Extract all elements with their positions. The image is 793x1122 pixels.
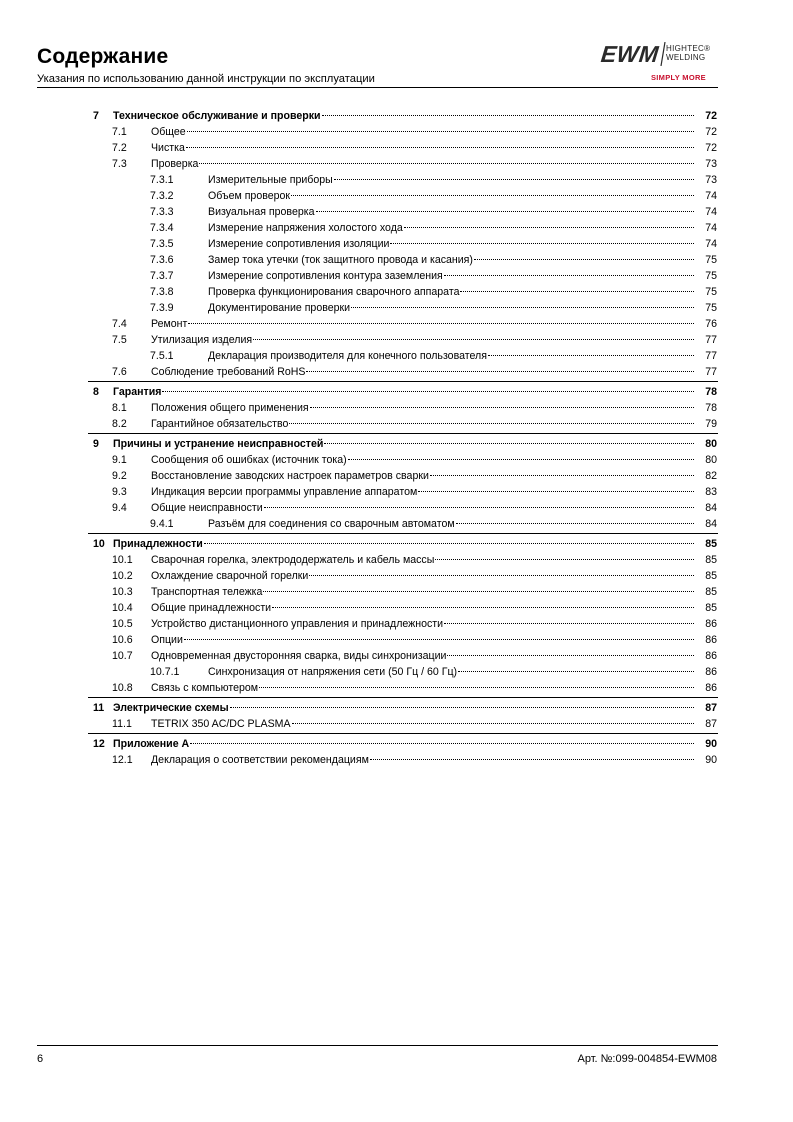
toc-page: 75 bbox=[705, 254, 717, 266]
toc-title-line bbox=[151, 648, 717, 664]
toc-title-line bbox=[151, 332, 717, 348]
toc-page: 77 bbox=[705, 366, 717, 378]
toc-title-line bbox=[208, 220, 717, 236]
toc-title: Сообщения об ошибках (источник тока) bbox=[151, 454, 347, 466]
toc-title: Опции bbox=[151, 634, 183, 646]
toc-title: Приложение A bbox=[113, 738, 190, 750]
toc-title-line bbox=[151, 584, 717, 600]
toc-leader-dots bbox=[435, 559, 694, 560]
toc-title-line bbox=[151, 752, 717, 768]
toc-page: 75 bbox=[705, 302, 717, 314]
toc-entry[interactable] bbox=[0, 632, 793, 648]
toc-leader-dots bbox=[291, 195, 694, 196]
toc-title-line bbox=[151, 632, 717, 648]
toc-leader-dots bbox=[162, 391, 694, 392]
toc-number: 7.2 bbox=[112, 142, 127, 154]
toc-number: 7.5.1 bbox=[150, 350, 174, 362]
toc-page: 84 bbox=[705, 502, 717, 514]
toc-entry[interactable] bbox=[0, 500, 793, 516]
toc-page: 75 bbox=[705, 270, 717, 282]
toc-number: 7.3.1 bbox=[150, 174, 174, 186]
chapter-divider bbox=[88, 733, 718, 734]
toc-entry[interactable] bbox=[0, 600, 793, 616]
toc-number: 9.4.1 bbox=[150, 518, 174, 530]
toc-title-line bbox=[113, 384, 717, 400]
toc-title: Устройство дистанционного управления и принадлежности bbox=[151, 618, 444, 630]
toc-title: Электрические схемы bbox=[113, 702, 229, 714]
toc-title: Документирование проверки bbox=[208, 302, 351, 314]
toc-number: 9.2 bbox=[112, 470, 127, 482]
toc-title: Одновременная двусторонняя сварка, виды синхронизации bbox=[151, 650, 447, 662]
toc-title-line bbox=[208, 172, 717, 188]
toc-leader-dots bbox=[190, 743, 694, 744]
toc-title: Визуальная проверка bbox=[208, 206, 315, 218]
toc-number: 7.1 bbox=[112, 126, 127, 138]
toc-title: Транспортная тележка bbox=[151, 586, 263, 598]
toc-chapter[interactable] bbox=[0, 736, 793, 752]
toc-chapter[interactable] bbox=[0, 108, 793, 124]
toc-page: 85 bbox=[705, 554, 717, 566]
toc-leader-dots bbox=[272, 607, 694, 608]
toc-title-line bbox=[208, 284, 717, 300]
toc-title-line bbox=[113, 700, 717, 716]
toc-entry[interactable] bbox=[0, 400, 793, 416]
toc-title: Положения общего применения bbox=[151, 402, 309, 414]
toc-leader-dots bbox=[474, 259, 694, 260]
toc-number: 12.1 bbox=[112, 754, 133, 766]
toc-page: 83 bbox=[705, 486, 717, 498]
toc-number: 7.3.2 bbox=[150, 190, 174, 202]
toc-number: 7.3.9 bbox=[150, 302, 174, 314]
toc-title-line bbox=[151, 452, 717, 468]
toc-title: Общее bbox=[151, 126, 186, 138]
toc-page: 74 bbox=[705, 238, 717, 250]
toc-entry[interactable] bbox=[0, 252, 793, 268]
toc-leader-dots bbox=[259, 687, 694, 688]
toc-entry[interactable] bbox=[0, 616, 793, 632]
toc-entry[interactable] bbox=[0, 664, 793, 680]
logo-line1: HIGHTEC® bbox=[666, 44, 711, 53]
toc-page: 84 bbox=[705, 518, 717, 530]
toc-leader-dots bbox=[460, 291, 694, 292]
toc-page: 87 bbox=[705, 718, 717, 730]
toc-title: Охлаждение сварочной горелки bbox=[151, 570, 309, 582]
toc-title-line bbox=[151, 400, 717, 416]
page-subtitle: Указания по использованию данной инструкции по эксплуатации bbox=[37, 73, 375, 85]
toc-title-line bbox=[151, 568, 717, 584]
toc-title-line bbox=[151, 680, 717, 696]
toc-title: Техническое обслуживание и проверки bbox=[113, 110, 321, 122]
toc-title-line bbox=[151, 316, 717, 332]
toc-page: 90 bbox=[705, 754, 717, 766]
toc-entry[interactable] bbox=[0, 268, 793, 284]
toc-entry[interactable] bbox=[0, 188, 793, 204]
toc-leader-dots bbox=[430, 475, 694, 476]
toc-number: 11 bbox=[93, 702, 105, 714]
toc-entry[interactable] bbox=[0, 236, 793, 252]
toc-title-line bbox=[208, 516, 717, 532]
toc-title: Утилизация изделия bbox=[151, 334, 253, 346]
toc-title-line bbox=[208, 348, 717, 364]
toc-title: Декларация производителя для конечного пользователя bbox=[208, 350, 487, 362]
toc-page: 85 bbox=[705, 602, 717, 614]
toc-page: 87 bbox=[705, 702, 717, 714]
toc-title-line bbox=[151, 716, 717, 732]
footer-divider bbox=[37, 1045, 718, 1046]
toc-entry[interactable] bbox=[0, 316, 793, 332]
toc-title-line bbox=[151, 468, 717, 484]
toc-title: Гарантийное обязательство bbox=[151, 418, 289, 430]
toc-title-line bbox=[208, 188, 717, 204]
toc-leader-dots bbox=[404, 227, 694, 228]
toc-title-line bbox=[151, 600, 717, 616]
toc-number: 8 bbox=[93, 386, 99, 398]
toc-leader-dots bbox=[334, 179, 694, 180]
chapter-divider bbox=[88, 533, 718, 534]
toc-number: 7.6 bbox=[112, 366, 127, 378]
toc-number: 8.1 bbox=[112, 402, 127, 414]
toc-page: 75 bbox=[705, 286, 717, 298]
toc-leader-dots bbox=[186, 147, 694, 148]
toc-title: Связь с компьютером bbox=[151, 682, 259, 694]
toc-page: 86 bbox=[705, 666, 717, 678]
toc-title: Разъём для соединения со сварочным автоматом bbox=[208, 518, 455, 530]
toc-title: Ремонт bbox=[151, 318, 188, 330]
toc-title: Измерение напряжения холостого хода bbox=[208, 222, 403, 234]
toc-number: 8.2 bbox=[112, 418, 127, 430]
toc-leader-dots bbox=[289, 423, 694, 424]
toc-entry[interactable] bbox=[0, 680, 793, 696]
toc-title: Декларация о соответствии рекомендациям bbox=[151, 754, 369, 766]
toc-page: 79 bbox=[705, 418, 717, 430]
toc-leader-dots bbox=[418, 491, 694, 492]
toc-page: 86 bbox=[705, 618, 717, 630]
toc-leader-dots bbox=[322, 115, 694, 116]
toc-leader-dots bbox=[188, 323, 694, 324]
toc-title-line bbox=[151, 364, 717, 380]
logo-brand: EWM bbox=[599, 41, 661, 67]
toc-number: 7.3.3 bbox=[150, 206, 174, 218]
toc-page: 73 bbox=[705, 174, 717, 186]
toc-leader-dots bbox=[390, 243, 694, 244]
toc-title: Соблюдение требований RoHS bbox=[151, 366, 306, 378]
toc-leader-dots bbox=[351, 307, 694, 308]
toc-page: 76 bbox=[705, 318, 717, 330]
toc-leader-dots bbox=[348, 459, 694, 460]
toc-title-line bbox=[208, 300, 717, 316]
toc-number: 7.3.8 bbox=[150, 286, 174, 298]
toc-leader-dots bbox=[199, 163, 694, 164]
page-title: Содержание bbox=[37, 45, 169, 68]
toc-number: 12 bbox=[93, 738, 105, 750]
toc-title-line bbox=[208, 204, 717, 220]
toc-title-line bbox=[151, 156, 717, 172]
toc-entry[interactable] bbox=[0, 452, 793, 468]
toc-number: 7.3.6 bbox=[150, 254, 174, 266]
toc-title-line bbox=[151, 484, 717, 500]
toc-leader-dots bbox=[456, 523, 694, 524]
toc-leader-dots bbox=[204, 543, 694, 544]
toc-title-line bbox=[151, 416, 717, 432]
toc-entry[interactable] bbox=[0, 568, 793, 584]
toc-title: Измерительные приборы bbox=[208, 174, 333, 186]
toc-leader-dots bbox=[488, 355, 694, 356]
toc-entry[interactable] bbox=[0, 516, 793, 532]
toc-entry[interactable] bbox=[0, 552, 793, 568]
toc-number: 11.1 bbox=[112, 718, 132, 730]
toc-title-line bbox=[113, 108, 717, 124]
toc-number: 10.8 bbox=[112, 682, 133, 694]
toc-title-line bbox=[151, 140, 717, 156]
toc-leader-dots bbox=[230, 707, 694, 708]
toc-title-line bbox=[113, 736, 717, 752]
chapter-divider bbox=[88, 381, 718, 382]
toc-leader-dots bbox=[458, 671, 694, 672]
toc-entry[interactable] bbox=[0, 752, 793, 768]
toc-number: 10.7 bbox=[112, 650, 133, 662]
toc-page: 73 bbox=[705, 158, 717, 170]
toc-page: 78 bbox=[705, 386, 717, 398]
logo-line2: WELDING bbox=[666, 53, 706, 62]
toc-title-line bbox=[208, 252, 717, 268]
toc-leader-dots bbox=[184, 639, 694, 640]
toc-number: 10.5 bbox=[112, 618, 133, 630]
toc-leader-dots bbox=[309, 575, 694, 576]
toc-page: 77 bbox=[705, 334, 717, 346]
toc-number: 9 bbox=[93, 438, 99, 450]
toc-leader-dots bbox=[316, 211, 695, 212]
toc-entry[interactable] bbox=[0, 584, 793, 600]
toc-title: Измерение сопротивления изоляции bbox=[208, 238, 390, 250]
toc-title: Восстановление заводских настроек параметров сварки bbox=[151, 470, 429, 482]
toc-chapter[interactable] bbox=[0, 536, 793, 552]
toc-entry[interactable] bbox=[0, 156, 793, 172]
toc-title: Общие принадлежности bbox=[151, 602, 272, 614]
toc-number: 9.3 bbox=[112, 486, 127, 498]
toc-number: 7.3.5 bbox=[150, 238, 174, 250]
toc-entry[interactable] bbox=[0, 204, 793, 220]
toc-chapter[interactable] bbox=[0, 700, 793, 716]
toc-title-line bbox=[151, 616, 717, 632]
toc-number: 10.1 bbox=[112, 554, 133, 566]
toc-leader-dots bbox=[306, 371, 694, 372]
chapter-divider bbox=[88, 433, 718, 434]
toc-entry[interactable] bbox=[0, 220, 793, 236]
toc-page: 74 bbox=[705, 206, 717, 218]
toc-title: Объем проверок bbox=[208, 190, 291, 202]
toc-title: Замер тока утечки (ток защитного провода и касания) bbox=[208, 254, 473, 266]
toc-title-line bbox=[208, 664, 717, 680]
toc-page: 78 bbox=[705, 402, 717, 414]
toc-number: 7.4 bbox=[112, 318, 127, 330]
toc-entry[interactable] bbox=[0, 364, 793, 380]
toc-page: 90 bbox=[705, 738, 717, 750]
logo-tagline: SIMPLY MORE bbox=[651, 73, 706, 82]
toc-title: Проверка функционирования сварочного аппарата bbox=[208, 286, 460, 298]
toc-entry[interactable] bbox=[0, 716, 793, 732]
toc-leader-dots bbox=[264, 507, 694, 508]
toc-leader-dots bbox=[292, 723, 694, 724]
toc-number: 7.3.4 bbox=[150, 222, 174, 234]
toc-page: 86 bbox=[705, 634, 717, 646]
toc-title-line bbox=[151, 124, 717, 140]
toc-number: 7.5 bbox=[112, 334, 127, 346]
header-divider bbox=[37, 87, 718, 88]
toc-page: 72 bbox=[705, 126, 717, 138]
toc-chapter[interactable] bbox=[0, 384, 793, 400]
toc-entry[interactable] bbox=[0, 140, 793, 156]
toc-title-line bbox=[113, 536, 717, 552]
toc-entry[interactable] bbox=[0, 332, 793, 348]
toc-page: 85 bbox=[705, 570, 717, 582]
chapter-divider bbox=[88, 697, 718, 698]
toc-page: 82 bbox=[705, 470, 717, 482]
toc-entry[interactable] bbox=[0, 124, 793, 140]
toc-title-line bbox=[151, 552, 717, 568]
toc-page: 85 bbox=[705, 538, 717, 550]
toc-page: 80 bbox=[705, 438, 717, 450]
toc-title-line bbox=[208, 268, 717, 284]
toc-leader-dots bbox=[324, 443, 694, 444]
toc-number: 7.3 bbox=[112, 158, 127, 170]
toc-number: 10.4 bbox=[112, 602, 133, 614]
toc-title: Чистка bbox=[151, 142, 185, 154]
toc-page: 85 bbox=[705, 586, 717, 598]
toc-leader-dots bbox=[253, 339, 694, 340]
toc-entry[interactable] bbox=[0, 484, 793, 500]
toc-title: Сварочная горелка, электрододержатель и кабель массы bbox=[151, 554, 435, 566]
toc-title: Индикация версии программы управление аппаратом bbox=[151, 486, 418, 498]
toc-leader-dots bbox=[370, 759, 694, 760]
toc-page: 72 bbox=[705, 110, 717, 122]
toc-number: 7.3.7 bbox=[150, 270, 174, 282]
toc-leader-dots bbox=[444, 623, 694, 624]
toc-page: 72 bbox=[705, 142, 717, 154]
toc-title: TETRIX 350 AC/DC PLASMA bbox=[151, 718, 291, 730]
toc-page: 86 bbox=[705, 650, 717, 662]
toc-title: Причины и устранение неисправностей bbox=[113, 438, 324, 450]
toc-number: 10.3 bbox=[112, 586, 133, 598]
toc-page: 74 bbox=[705, 190, 717, 202]
toc-entry[interactable] bbox=[0, 648, 793, 664]
toc-page: 86 bbox=[705, 682, 717, 694]
toc-entry[interactable] bbox=[0, 348, 793, 364]
footer-article-number: Арт. №:099-004854-EWM08 bbox=[577, 1053, 717, 1065]
toc-entry[interactable] bbox=[0, 468, 793, 484]
toc-page: 77 bbox=[705, 350, 717, 362]
toc-number: 7 bbox=[93, 110, 99, 122]
toc-leader-dots bbox=[310, 407, 694, 408]
toc-number: 10.2 bbox=[112, 570, 133, 582]
toc-entry[interactable] bbox=[0, 416, 793, 432]
toc-entry[interactable] bbox=[0, 172, 793, 188]
toc-number: 9.4 bbox=[112, 502, 127, 514]
toc-title: Гарантия bbox=[113, 386, 162, 398]
ewm-logo bbox=[601, 40, 721, 84]
toc-leader-dots bbox=[187, 131, 694, 132]
toc-title-line bbox=[151, 500, 717, 516]
toc-number: 10 bbox=[93, 538, 105, 550]
toc-title: Общие неисправности bbox=[151, 502, 263, 514]
toc-number: 9.1 bbox=[112, 454, 127, 466]
toc-title: Проверка bbox=[151, 158, 199, 170]
toc-entry[interactable] bbox=[0, 300, 793, 316]
toc-page: 74 bbox=[705, 222, 717, 234]
toc-page: 80 bbox=[705, 454, 717, 466]
toc-number: 10.7.1 bbox=[150, 666, 180, 678]
toc-title: Измерение сопротивления контура заземления bbox=[208, 270, 443, 282]
toc-entry[interactable] bbox=[0, 284, 793, 300]
toc-title: Принадлежности bbox=[113, 538, 203, 550]
footer-page-number: 6 bbox=[37, 1053, 44, 1065]
toc-leader-dots bbox=[447, 655, 694, 656]
toc-chapter[interactable] bbox=[0, 436, 793, 452]
toc-leader-dots bbox=[444, 275, 694, 276]
toc-title-line bbox=[208, 236, 717, 252]
toc-title: Синхронизация от напряжения сети (50 Гц / 60 Гц) bbox=[208, 666, 458, 678]
toc-number: 10.6 bbox=[112, 634, 133, 646]
toc-title-line bbox=[113, 436, 717, 452]
toc-leader-dots bbox=[263, 591, 694, 592]
